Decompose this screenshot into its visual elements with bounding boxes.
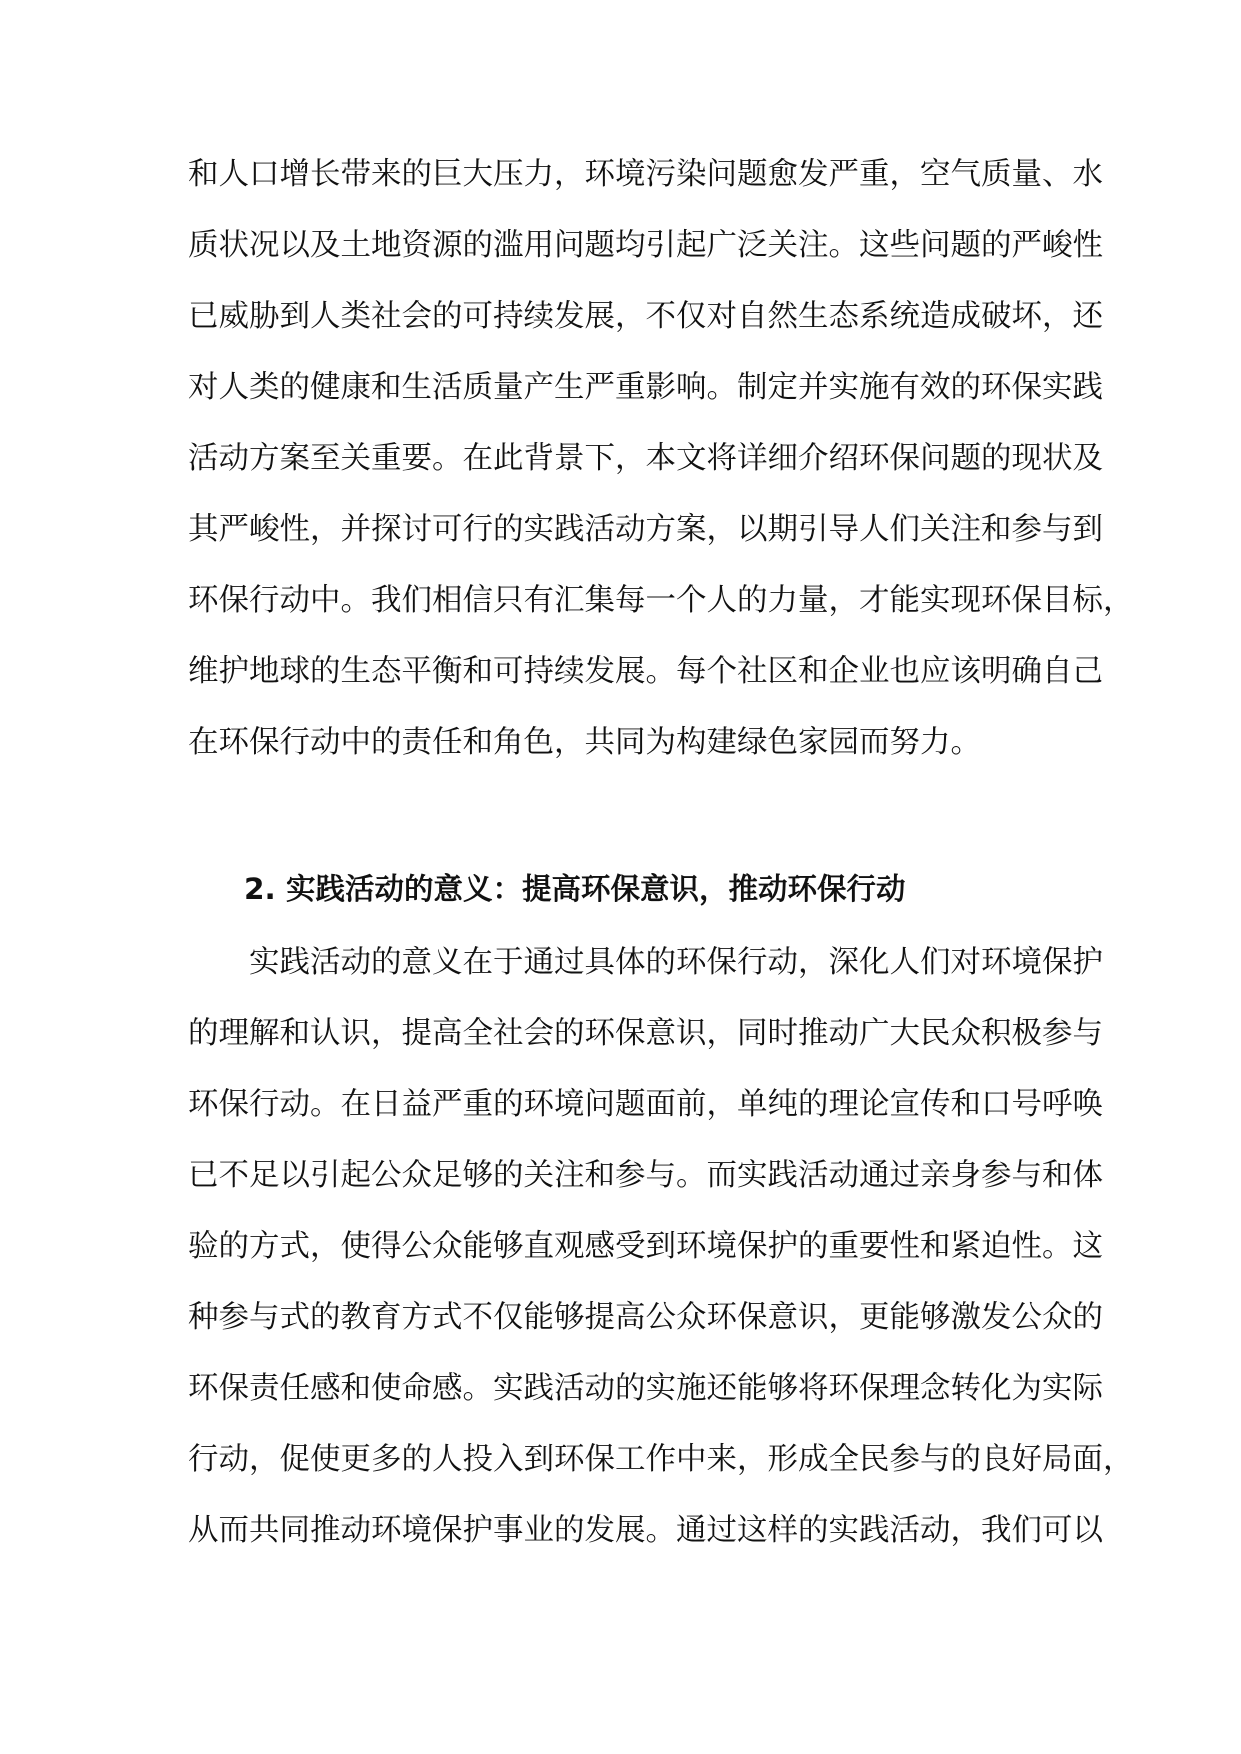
text-line: 环保行动中。我们相信只有汇集每一个人的力量，才能实现环保目标， bbox=[188, 583, 1134, 618]
text-line: 维护地球的生态平衡和可持续发展。每个社区和企业也应该明确自己 bbox=[188, 654, 1103, 689]
text-line: 其严峻性，并探讨可行的实践活动方案，以期引导人们关注和参与到 bbox=[188, 512, 1103, 547]
text-line: 环保行动。在日益严重的环境问题面前，单纯的理论宣传和口号呼唤 bbox=[188, 1087, 1103, 1122]
text-line: 质状况以及土地资源的滥用问题均引起广泛关注。这些问题的严峻性 bbox=[188, 228, 1103, 263]
text-line: 已不足以引起公众足够的关注和参与。而实践活动通过亲身参与和体 bbox=[188, 1158, 1103, 1193]
section-heading bbox=[188, 854, 1056, 925]
text-line: 在环保行动中的责任和角色，共同为构建绿色家园而努力。 bbox=[188, 725, 981, 760]
text-line: 的理解和认识，提高全社会的环保意识，同时推动广大民众积极参与 bbox=[188, 1016, 1103, 1051]
paragraph-1 bbox=[188, 139, 1134, 778]
text-line: 实践活动的意义在于通过具体的环保行动，深化人们对环境保护 bbox=[188, 945, 1103, 980]
text-line: 环保责任感和使命感。实践活动的实施还能够将环保理念转化为实际 bbox=[188, 1371, 1103, 1406]
text-line: 和人口增长带来的巨大压力，环境污染问题愈发严重，空气质量、水 bbox=[188, 157, 1103, 192]
section-heading-text: 2. 实践活动的意义：提高环保意识，推动环保行动 bbox=[244, 872, 906, 906]
text-line: 已威胁到人类社会的可持续发展，不仅对自然生态系统造成破坏，还 bbox=[188, 299, 1103, 334]
text-line: 种参与式的教育方式不仅能够提高公众环保意识，更能够激发公众的 bbox=[188, 1300, 1103, 1335]
text-line: 行动，促使更多的人投入到环保工作中来，形成全民参与的良好局面， bbox=[188, 1442, 1134, 1477]
text-line: 验的方式，使得公众能够直观感受到环境保护的重要性和紧迫性。这 bbox=[188, 1229, 1103, 1264]
text-line: 活动方案至关重要。在此背景下，本文将详细介绍环保问题的现状及 bbox=[188, 441, 1103, 476]
text-line: 从而共同推动环境保护事业的发展。通过这样的实践活动，我们可以 bbox=[188, 1513, 1103, 1548]
text-line: 对人类的健康和生活质量产生严重影响。制定并实施有效的环保实践 bbox=[188, 370, 1103, 405]
paragraph-2 bbox=[188, 927, 1134, 1566]
